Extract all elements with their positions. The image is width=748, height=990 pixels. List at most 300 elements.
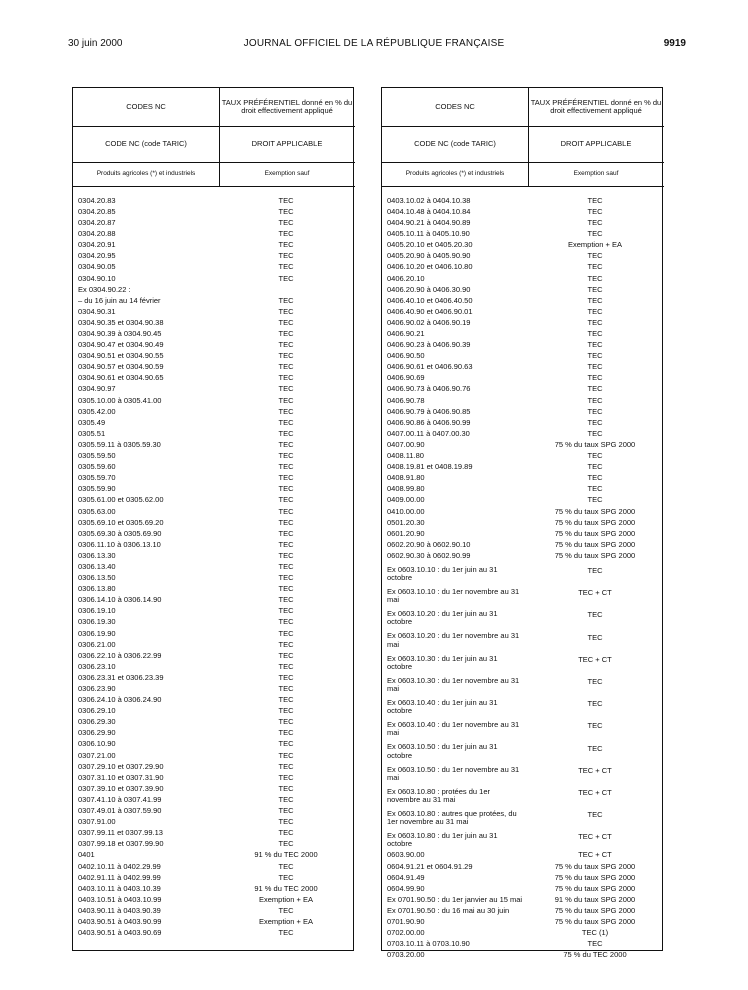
table-row [382,893,664,904]
table-row [73,372,355,383]
table-row [73,904,355,915]
nc-code: 0305.10.00 à 0305.41.00 [78,396,162,405]
nc-code: 0305.63.00 [78,507,116,516]
nc-code: 0306.24.10 à 0306.24.90 [78,696,162,705]
table-row [73,837,355,848]
nc-code: 0602.90.30 à 0602.90.99 [387,551,471,560]
nc-code: Ex 0603.10.80 : protées du 1er novembre au 31 mai [387,786,490,804]
table-row [382,194,664,205]
table-row [382,427,664,438]
nc-code: 0306.10.90 [78,740,116,749]
applicable-rate: 75 % du taux SPG 2000 [554,518,636,527]
nc-code: 0304.20.95 [78,252,116,261]
applicable-rate: TEC [278,540,294,549]
applicable-rate: TEC [278,385,294,394]
nc-code: 0305.69.30 à 0305.69.90 [78,529,162,538]
applicable-rate: TEC [587,485,603,494]
applicable-rate: TEC [278,241,294,250]
table-row [73,405,355,416]
applicable-rate: TEC [278,729,294,738]
nc-code: 0306.11.10 à 0306.13.10 [78,540,161,549]
nc-code: Ex 0603.10.10 : du 1er juin au 31 octobre [387,564,498,583]
applicable-rate: TEC [587,230,603,239]
applicable-rate: TEC [278,740,294,749]
tariff-table-left [72,87,354,951]
nc-code: 0401 [78,851,95,860]
page-number: 9919 [663,38,686,49]
table-row [73,360,355,371]
table-row [73,216,355,227]
table-row [73,272,355,283]
applicable-rate: TEC [278,651,294,660]
nc-code: 0307.39.10 et 0307.39.90 [78,784,164,793]
table-row [382,205,664,216]
nc-code: 0306.19.30 [78,618,116,627]
applicable-rate: TEC [278,818,294,827]
nc-code: 0307.21.00 [78,751,116,760]
table-row [73,849,355,860]
applicable-rate: TEC [278,296,294,305]
nc-code: 0407.00.11 à 0407.00.30 [387,429,470,438]
table-row [382,538,664,549]
applicable-rate: 91 % du taux SPG 2000 [554,895,636,904]
table-row [382,261,664,272]
applicable-rate: TEC [278,330,294,339]
applicable-rate: TEC [587,330,603,339]
applicable-rate: TEC [587,263,603,272]
table-row [73,471,355,482]
applicable-rate: TEC [278,352,294,361]
nc-code: Ex 0304.90.22 : [78,285,131,294]
table-row [73,693,355,704]
applicable-rate: TEC [587,463,603,472]
nc-code: 0409.00.00 [387,496,425,505]
applicable-rate: TEC + CT [578,788,612,797]
table-row [73,782,355,793]
applicable-rate: TEC [278,607,294,616]
applicable-rate: TEC [278,274,294,283]
table-row [382,405,664,416]
nc-code: Ex 0603.10.80 : autres que protées, du 1er novembre au 31 mai [387,808,517,827]
table-row [382,582,664,604]
applicable-rate: TEC [587,374,603,383]
table-row [73,316,355,327]
table-row [73,893,355,904]
nc-code: 0406.90.23 à 0406.90.39 [387,341,471,350]
nc-code: – du 16 juin au 14 février [78,296,161,305]
nc-code: 0306.22.10 à 0306.22.99 [78,651,162,660]
applicable-rate: TEC [587,352,603,361]
applicable-rate: TEC [278,485,294,494]
table-row [73,616,355,627]
applicable-rate: TEC [587,811,603,820]
table-row [73,915,355,926]
table-row [73,460,355,471]
table-row [382,283,664,294]
nc-code: 0305.49 [78,418,106,427]
nc-code: 0307.91.00 [78,818,116,827]
applicable-rate: TEC [278,773,294,782]
table-row [73,582,355,593]
table-row [382,948,664,959]
rows-right [382,194,664,959]
table-row [382,882,664,893]
applicable-rate: 75 % du taux SPG 2000 [554,862,636,871]
table-row [382,715,664,737]
table-row [73,261,355,272]
table-row [73,704,355,715]
applicable-rate: TEC [587,722,603,731]
applicable-rate: TEC [278,374,294,383]
table-row [382,338,664,349]
nc-code: 0304.20.87 [78,219,116,228]
table-row [382,849,664,860]
nc-code: 0307.29.10 et 0307.29.90 [78,762,164,771]
applicable-rate: TEC [278,807,294,816]
table-row [382,349,664,360]
nc-code: 0602.20.90 à 0602.90.10 [387,540,471,549]
table-row [73,338,355,349]
nc-code: 0702.00.00 [387,929,425,938]
nc-code: 0307.99.18 et 0307.99.90 [78,840,164,849]
table-row [73,560,355,571]
header-produits: Produits agricoles (*) et industriels [96,170,196,177]
applicable-rate: TEC [587,363,603,372]
table-row [73,516,355,527]
applicable-rate: TEC [278,418,294,427]
nc-code: Ex 0701.90.50 : du 16 mai au 30 juin [387,906,510,915]
table-row [73,727,355,738]
nc-code: 0406.40.10 et 0406.40.50 [387,296,473,305]
applicable-rate: TEC [278,440,294,449]
applicable-rate: TEC [587,633,603,642]
applicable-rate: TEC [278,696,294,705]
nc-code: 0306.23.31 et 0306.23.39 [78,673,164,682]
applicable-rate: TEC [587,418,603,427]
nc-code: 0406.90.21 [387,330,425,339]
applicable-rate: 91 % du TEC 2000 [254,851,318,860]
nc-code: 0604.91.21 et 0604.91.29 [387,862,473,871]
nc-code: 0305.59.50 [78,452,116,461]
table-row [382,471,664,482]
table-row [73,627,355,638]
applicable-rate: 75 % du taux SPG 2000 [554,440,636,449]
applicable-rate: TEC [587,207,603,216]
header-droit-applicable: DROIT APPLICABLE [251,139,323,148]
applicable-rate: TEC [587,429,603,438]
nc-code: 0304.90.39 à 0304.90.45 [78,330,162,339]
table-row [73,871,355,882]
header-droit-applicable: DROIT APPLICABLE [560,139,632,148]
nc-code: 0408.11.80 [387,452,424,461]
table-row [73,205,355,216]
table-row [73,494,355,505]
rows-left [73,194,355,937]
nc-code: 0305.59.60 [78,463,116,472]
nc-code: 0406.20.90 à 0406.30.90 [387,285,471,294]
nc-code: 0304.90.05 [78,263,116,272]
table-row [73,505,355,516]
table-row [73,682,355,693]
applicable-rate: TEC [587,474,603,483]
nc-code: 0403.90.51 à 0403.90.99 [78,917,162,926]
header-code-nc-taric: CODE NC (code TARIC) [414,139,496,148]
nc-code: 0304.20.83 [78,196,116,205]
applicable-rate: TEC [278,429,294,438]
table-row [73,527,355,538]
nc-code: 0405.20.10 et 0405.20.30 [387,241,473,250]
nc-code: 0403.90.51 à 0403.90.69 [78,929,162,938]
applicable-rate: TEC [278,906,294,915]
nc-code: 0406.20.10 [387,274,425,283]
nc-code: 0304.90.35 et 0304.90.38 [78,318,164,327]
nc-code: 0406.90.02 à 0406.90.19 [387,318,471,327]
nc-code: 0404.10.48 à 0404.10.84 [387,207,471,216]
nc-code: Ex 0701.90.50 : du 1er janvier au 15 mai [387,895,523,904]
applicable-rate: TEC + CT [578,833,612,842]
header-exemption: Exemption sauf [573,170,619,177]
nc-code: 0307.99.11 et 0307.99.13 [78,829,163,838]
table-row [73,826,355,837]
applicable-rate: Exemption + EA [568,241,622,250]
table-row [382,937,664,948]
table-row [382,383,664,394]
nc-code: 0603.90.00 [387,851,425,860]
nc-code: 0601.20.90 [387,529,425,538]
applicable-rate: TEC [278,662,294,671]
applicable-rate: 75 % du taux SPG 2000 [554,873,636,882]
nc-code: 0304.20.88 [78,230,116,239]
table-row [73,738,355,749]
table-row [73,749,355,760]
nc-code: 0306.13.30 [78,551,116,560]
applicable-rate: TEC [278,629,294,638]
header-produits: Produits agricoles (*) et industriels [405,170,505,177]
applicable-rate: Exemption + EA [259,895,313,904]
applicable-rate: 75 % du taux SPG 2000 [554,551,636,560]
nc-code: 0406.90.69 [387,374,425,383]
nc-code: 0305.61.00 et 0305.62.00 [78,496,164,505]
applicable-rate: TEC [278,751,294,760]
tariff-table-right [381,87,663,960]
table-row [382,494,664,505]
table-row [382,826,664,848]
nc-code: Ex 0603.10.20 : du 1er juin au 31 octobre [387,609,498,627]
nc-code: 0701.90.90 [387,917,425,926]
applicable-rate: TEC [587,407,603,416]
table-row [73,327,355,338]
applicable-rate: TEC [587,496,603,505]
table-row [73,194,355,205]
nc-code: 0403.90.11 à 0403.90.39 [78,906,161,915]
table-row [73,438,355,449]
header-codes-nc: CODES NC [435,102,475,111]
nc-code: Ex 0603.10.20 : du 1er novembre au 31 mai [387,631,520,649]
applicable-rate: 75 % du taux SPG 2000 [554,540,636,549]
header-title: JOURNAL OFFICIEL DE LA RÉPUBLIQUE FRANÇAISE [243,38,505,49]
nc-code: 0306.23.90 [78,685,116,694]
nc-code: 0403.10.11 à 0403.10.39 [78,884,161,893]
table-row [382,294,664,305]
applicable-rate: TEC [278,507,294,516]
table-row [382,760,664,782]
applicable-rate: TEC + CT [578,851,612,860]
nc-code: 0306.13.50 [78,574,116,583]
applicable-rate: TEC [278,585,294,594]
applicable-rate: TEC [278,252,294,261]
table-row [382,416,664,427]
applicable-rate: 75 % du taux SPG 2000 [554,917,636,926]
applicable-rate: TEC [278,396,294,405]
nc-code: 0306.29.10 [78,707,116,716]
applicable-rate: TEC [278,474,294,483]
nc-code: 0403.10.02 à 0404.10.38 [387,196,471,205]
nc-code: 0305.59.11 à 0305.59.30 [78,440,161,449]
applicable-rate: TEC (1) [581,929,609,938]
nc-code: 0304.90.61 et 0304.90.65 [78,374,164,383]
header-date: 30 juin 2000 [68,38,123,49]
applicable-rate: TEC [587,744,603,753]
applicable-rate: TEC [278,452,294,461]
nc-code: 0406.90.50 [387,352,425,361]
table-row [382,671,664,693]
nc-code: 0306.23.10 [78,662,116,671]
applicable-rate: TEC [278,795,294,804]
applicable-rate: TEC [278,685,294,694]
table-row [73,649,355,660]
applicable-rate: 75 % du taux SPG 2000 [554,884,636,893]
nc-code: 0604.91.49 [387,873,425,882]
applicable-rate: TEC [278,463,294,472]
nc-code: 0410.00.00 [387,507,425,516]
applicable-rate: Exemption + EA [259,917,313,926]
applicable-rate: TEC [587,452,603,461]
applicable-rate: TEC [587,285,603,294]
nc-code: 0703.20.00 [387,951,425,960]
table-row [382,604,664,626]
applicable-rate: TEC [587,611,603,620]
nc-code: 0404.90.21 à 0404.90.89 [387,219,471,228]
applicable-rate: TEC [587,318,603,327]
table-row [73,305,355,316]
nc-code: 0407.00.90 [387,440,425,449]
header-taux: TAUX PRÉFÉRENTIEL donné en % du droit effectivement appliqué [221,98,353,115]
table-row [73,394,355,405]
nc-code: 0406.40.90 et 0406.90.01 [387,307,473,316]
applicable-rate: TEC [587,252,603,261]
table-row [73,482,355,493]
applicable-rate: TEC [278,840,294,849]
applicable-rate: TEC [587,296,603,305]
table-row [382,738,664,760]
nc-code: 0306.14.10 à 0306.14.90 [78,596,162,605]
nc-code: Ex 0603.10.10 : du 1er novembre au 31 mai [387,587,520,605]
nc-code: 0306.29.30 [78,718,116,727]
table-row [73,760,355,771]
table-row [382,782,664,804]
nc-code: 0402.10.11 à 0402.29.99 [78,862,161,871]
nc-code: 0306.29.90 [78,729,116,738]
table-row [73,671,355,682]
applicable-rate: TEC [278,574,294,583]
applicable-rate: 75 % du taux SPG 2000 [554,507,636,516]
table-row [382,238,664,249]
nc-code: 0408.19.81 et 0408.19.89 [387,463,473,472]
applicable-rate: TEC [587,385,603,394]
applicable-rate: TEC [587,307,603,316]
table-row [382,227,664,238]
table-row [73,926,355,937]
nc-code: 0402.91.11 à 0402.99.99 [78,873,161,882]
table-row [382,249,664,260]
applicable-rate: 75 % du taux SPG 2000 [554,906,636,915]
table-row [73,238,355,249]
table-row [73,604,355,615]
table-row [382,516,664,527]
nc-code: 0406.90.61 et 0406.90.63 [387,363,473,372]
table-row [73,882,355,893]
table-row [382,560,664,582]
table-row [73,449,355,460]
nc-code: Ex 0603.10.40 : du 1er novembre au 31 mai [387,720,520,738]
nc-code: 0306.13.80 [78,585,116,594]
table-row [382,360,664,371]
table-row [73,571,355,582]
table-row [382,549,664,560]
header-code-nc-taric: CODE NC (code TARIC) [105,139,187,148]
nc-code: 0307.49.01 à 0307.59.90 [78,807,162,816]
applicable-rate: TEC [278,196,294,205]
table-row [73,283,355,294]
nc-code: Ex 0603.10.30 : du 1er juin au 31 octobre [387,653,498,671]
table-row [382,438,664,449]
applicable-rate: TEC [587,219,603,228]
nc-code: 0406.90.78 [387,396,425,405]
table-row [382,482,664,493]
table-row [382,915,664,926]
table-row [73,549,355,560]
nc-code: Ex 0603.10.80 : du 1er juin au 31 octobre [387,831,498,849]
header-taux: TAUX PRÉFÉRENTIEL donné en % du droit effectivement appliqué [530,98,662,115]
table-row [73,660,355,671]
nc-code: 0305.42.00 [78,407,116,416]
nc-code: 0406.90.86 à 0406.90.99 [387,418,471,427]
applicable-rate: TEC [587,341,603,350]
nc-code: 0405.10.11 à 0405.10.90 [387,230,470,239]
table-row [382,327,664,338]
nc-code: 0304.90.57 et 0304.90.59 [78,363,164,372]
table-row [382,316,664,327]
applicable-rate: TEC [278,341,294,350]
applicable-rate: TEC + CT [578,766,612,775]
applicable-rate: TEC + CT [578,589,612,598]
applicable-rate: TEC [278,640,294,649]
table-row [73,416,355,427]
table-row [382,449,664,460]
nc-code: 0304.20.85 [78,207,116,216]
table-row [382,627,664,649]
header-exemption: Exemption sauf [264,170,310,177]
nc-code: Ex 0603.10.30 : du 1er novembre au 31 mai [387,675,520,694]
table-row [73,593,355,604]
nc-code: Ex 0603.10.50 : du 1er novembre au 31 mai [387,764,520,782]
applicable-rate: TEC [278,718,294,727]
nc-code: 0304.90.31 [78,307,116,316]
table-row [382,216,664,227]
applicable-rate: 75 % du taux SPG 2000 [554,529,636,538]
nc-code: 0305.59.70 [78,474,116,483]
nc-code: 0305.51 [78,429,106,438]
